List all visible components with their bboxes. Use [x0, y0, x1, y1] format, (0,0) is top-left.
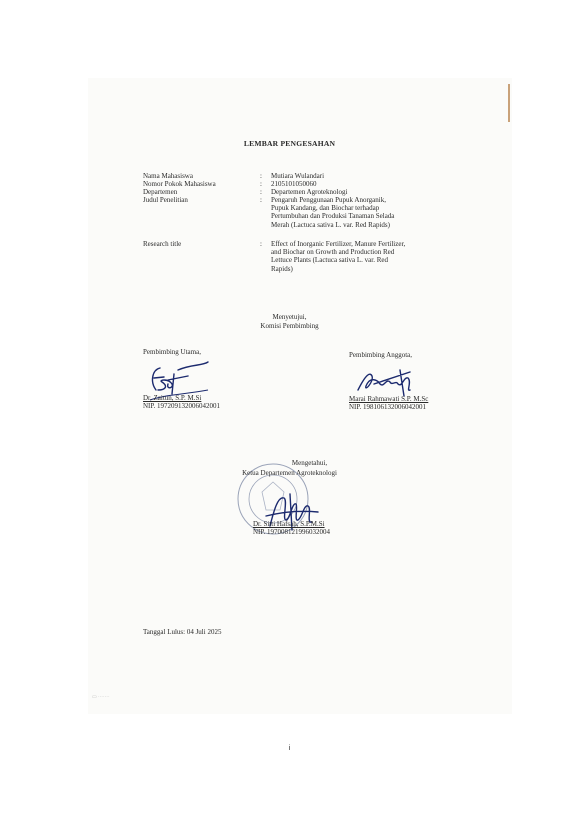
value-research-title-en	[271, 240, 441, 273]
scanner-watermark: ▭ ·······	[92, 695, 110, 700]
label-research-title-en: Research title	[143, 240, 182, 248]
colon: :	[260, 196, 262, 204]
value-student-number: 2105101050060	[271, 180, 317, 188]
head-department-title: Ketua Departemen Agroteknologi	[242, 469, 337, 477]
label-student-name: Nama Mahasiswa	[143, 172, 193, 180]
research-title-id-line: Pupuk Kandang, dan Biochar terhadap	[271, 204, 380, 213]
supervisor-main-role: Pembimbing Utama,	[143, 348, 201, 356]
colon: :	[260, 172, 262, 180]
label-research-title-id: Judul Penelitian	[143, 196, 188, 204]
colon: :	[260, 188, 262, 196]
acknowledgement-heading: Mengetahui,	[291, 459, 328, 467]
research-title-id-line: Pengaruh Penggunaan Pupuk Anorganik,	[271, 196, 386, 204]
research-title-id-line: Merah (Lactuca sativa L. var. Red Rapids)	[271, 220, 390, 229]
value-student-name: Mutiara Wulandari	[271, 172, 325, 180]
value-research-title-id	[271, 196, 441, 229]
research-title-en-line: Rapids)	[271, 264, 293, 273]
colon: :	[260, 240, 262, 248]
research-title-en-line: and Biochar on Growth and Production Red	[271, 248, 395, 257]
label-student-number: Nomor Pokok Mahasiswa	[143, 180, 216, 188]
research-title-en-line: Effect of Inorganic Fertilizer, Manure Fertilizer,	[271, 240, 406, 248]
supervisor-main-name: Dr. Zaitun, S.P. M.Si	[143, 394, 202, 402]
page-number: i	[288, 745, 291, 752]
scan-edge-mark	[508, 84, 510, 122]
page-title: LEMBAR PENGESAHAN	[243, 139, 336, 148]
supervisor-member-role: Pembimbing Anggota,	[349, 351, 412, 359]
approval-heading: Menyetujui,	[272, 313, 307, 321]
supervisor-member-name: Marai Rahmawati S.P. M.Sc	[349, 395, 429, 403]
value-department: Departemen Agroteknologi	[271, 188, 348, 196]
graduation-date: Tanggal Lulus: 04 Juli 2025	[143, 628, 222, 636]
supervisor-member-nip: NIP. 198106132006042001	[349, 403, 427, 411]
label-department: Departemen	[143, 188, 178, 196]
head-department-nip: NIP. 197008121996032004	[253, 528, 331, 536]
research-title-en-line: Lettuce Plants (Lactuca sativa L. var. Red	[271, 256, 389, 265]
colon: :	[260, 180, 262, 188]
research-title-id-line: Pertumbuhan dan Produksi Tanaman Selada	[271, 212, 395, 221]
approval-committee: Komisi Pembimbing	[260, 322, 319, 330]
supervisor-main-nip: NIP. 197209132006042001	[143, 402, 221, 410]
head-department-name: Dr. Sitti Hafsah, S.P.M.Si	[253, 520, 325, 528]
